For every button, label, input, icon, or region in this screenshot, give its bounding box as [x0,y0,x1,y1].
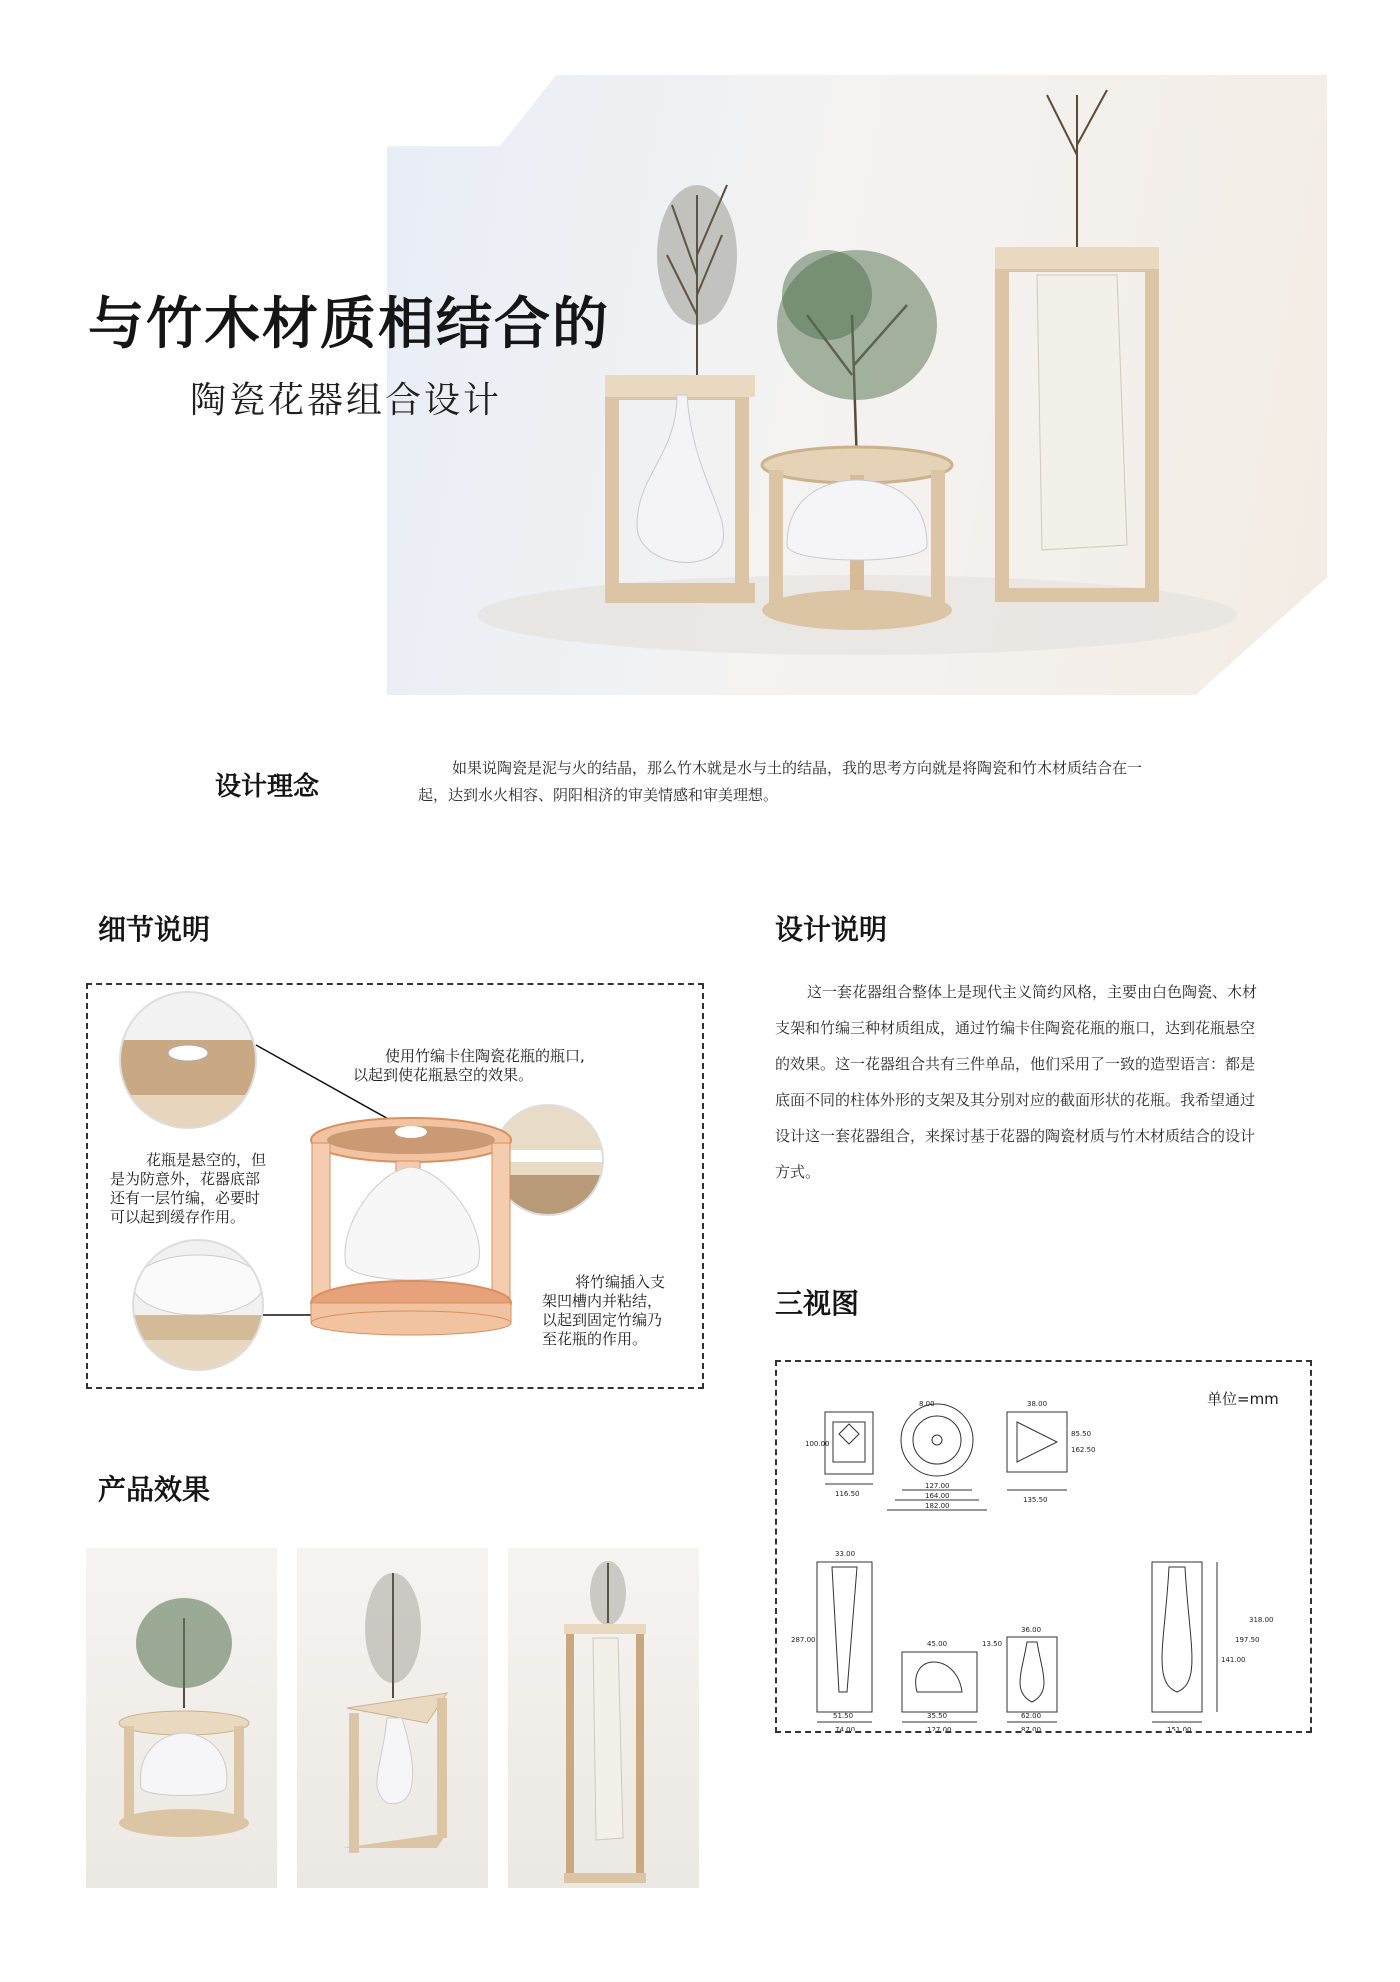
dim-100: 100.00 [805,1440,830,1448]
dim-8: 8.00 [919,1400,935,1408]
concept-heading: 设计理念 [215,772,320,802]
dim-38: 38.00 [1027,1400,1048,1408]
dim-85: 85.50 [1071,1430,1092,1438]
dim-318: 318.00 [1249,1616,1274,1624]
dim-164: 164.00 [925,1492,950,1500]
unit-label: 单位=mm [1207,1390,1279,1408]
page-subtitle: 陶瓷花器组合设计 [190,380,503,421]
dim-51: 51.50 [833,1712,854,1720]
hero-render-image [387,75,1327,695]
product-photo-triangle [297,1548,488,1888]
product-photo-round [86,1548,277,1888]
dim-62: 62.00 [1021,1712,1042,1720]
details-panel [86,983,704,1389]
callout-top: 使用竹编卡住陶瓷花瓶的瓶口, 以起到使花瓶悬空的效果。 [353,1047,585,1084]
dim-87: 87.00 [1021,1726,1042,1731]
dim-116: 116.50 [835,1490,860,1498]
dim-162: 162.50 [1071,1446,1096,1454]
product-photo-tall [508,1548,699,1888]
dim-13: 13.50 [982,1640,1003,1648]
design-heading: 设计说明 [775,913,888,946]
concept-line-2: 起，达到水火相容、阴阳相济的审美情感和审美理想。 [418,786,779,804]
dim-151: 151.00 [1167,1726,1192,1731]
callout-left: 花瓶是悬空的，但 是为防意外，花器底部 还有一层竹编，必要时 可以起到缓存作用。 [110,1151,267,1226]
dim-141: 141.00 [1221,1656,1246,1664]
dim-127b: 127.00 [927,1726,952,1731]
design-text: 这一套花器组合整体上是现代主义简约风格，主要由白色陶瓷、木材 支架和竹编三种材质组成，通过竹编卡住陶瓷花瓶的瓶口，达到花瓶悬空 的效果。这一花器组合共有三件单品，他们采用了一致的造型语言：都是 底面不同的柱体外形的支架及其分别对应的截面形状的花瓶。我希望通过 设计这一套花器组合，来探讨基于花器的陶瓷材质与竹木材质结合的设计 方式。 [775,983,1258,1181]
dim-35: 35.50 [927,1712,948,1720]
dim-182: 182.00 [925,1502,950,1510]
effects-heading: 产品效果 [98,1473,211,1506]
dim-36: 36.00 [1021,1626,1042,1634]
dim-287: 287.00 [791,1636,816,1644]
dim-197: 197.50 [1235,1636,1260,1644]
callout-right: 将竹编插入支 架凹槽内并粘结， 以起到固定竹编乃 至花瓶的作用。 [542,1273,666,1348]
details-heading: 细节说明 [98,913,211,946]
dim-45: 45.00 [927,1640,948,1648]
views-panel [775,1360,1312,1733]
page-title: 与竹木材质相结合的 [88,291,610,357]
dim-33: 33.00 [835,1550,856,1558]
dim-135: 135.50 [1023,1496,1048,1504]
dim-127: 127.00 [925,1482,950,1490]
concept-text [418,755,1248,809]
dim-74: 74.00 [835,1726,856,1731]
views-heading: 三视图 [775,1287,860,1320]
concept-line-1: 如果说陶瓷是泥与火的结晶，那么竹木就是水与土的结晶，我的思考方向就是将陶瓷和竹木材质结合在一 [452,759,1143,777]
